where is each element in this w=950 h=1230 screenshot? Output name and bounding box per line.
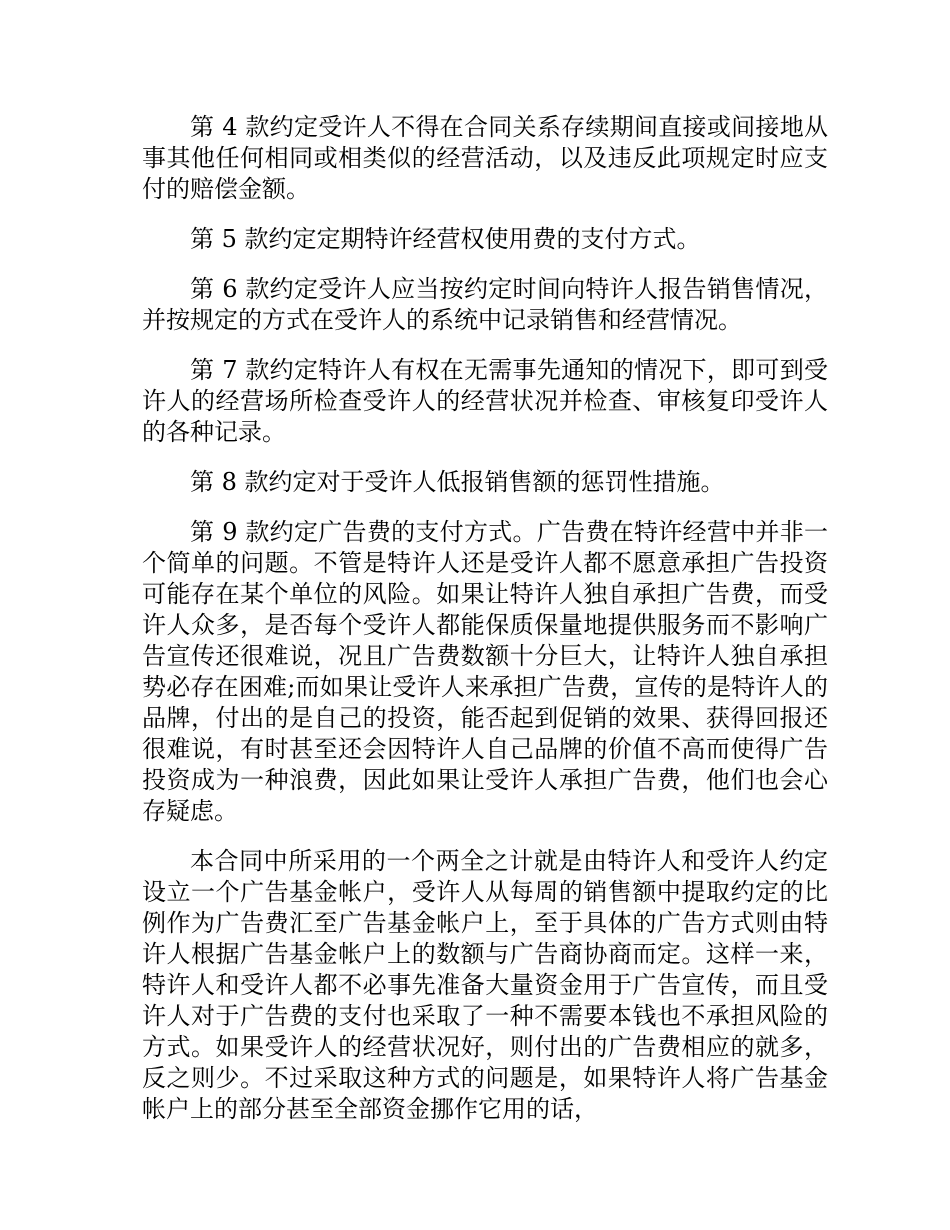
- paragraph-clause-9: 第 9 款约定广告费的支付方式。广告费在特许经营中并非一个简单的问题。不管是特许人还是受许人都不愿意承担广告投资可能存在某个单位的风险。如果让特许人独自承担广告费，而受许人众多，是否每个受许人都能保质保量地提供服务而不影响广告宣传还很难说，况且广告费数额十分巨大，让特许人独自承担势必存在困难;而如果让受许人来承担广告费，宣传的是特许人的品牌，付出的是自己的投资，能否起到促销的效果、获得回报还很难说，有时甚至还会因特许人自己品牌的价值不高而使得广告投资成为一种浪费，因此如果让受许人承担广告费，他们也会心存疑虑。: [142, 518, 828, 825]
- paragraph-clause-8: 第 8 款约定对于受许人低报销售额的惩罚性措施。: [190, 468, 725, 496]
- paragraph-clause-5: 第 5 款约定定期特许经营权使用费的支付方式。: [190, 225, 701, 253]
- paragraph-clause-7: 第 7 款约定特许人有权在无需事先通知的情况下，即可到受许人的经营场所检查受许人的经营状况并检查、审核复印受许人的各种记录。: [142, 356, 828, 446]
- paragraph-clause-6: 第 6 款约定受许人应当按约定时间向特许人报告销售情况，并按规定的方式在受许人的系统中记录销售和经营情况。: [142, 275, 828, 334]
- document-body: [142, 112, 828, 1144]
- paragraph-advertising-fund: 本合同中所采用的一个两全之计就是由特许人和受许人约定设立一个广告基金帐户，受许人从每周的销售额中提取约定的比例作为广告费汇至广告基金帐户上，至于具体的广告方式则由特许人根据广告基金帐户上的数额与广告商协商而定。这样一来，特许人和受许人都不必事先准备大量资金用于广告宣传，而且受许人对于广告费的支付也采取了一种不需要本钱也不承担风险的方式。如果受许人的经营状况好，则付出的广告费相应的就多，反之则少。不过采取这种方式的问题是，如果特许人将广告基金帐户上的部分甚至全部资金挪作它用的话，: [142, 847, 828, 1123]
- paragraph-clause-4: 第 4 款约定受许人不得在合同关系存续期间直接或间接地从事其他任何相同或相类似的经营活动，以及违反此项规定时应支付的赔偿金额。: [142, 113, 828, 203]
